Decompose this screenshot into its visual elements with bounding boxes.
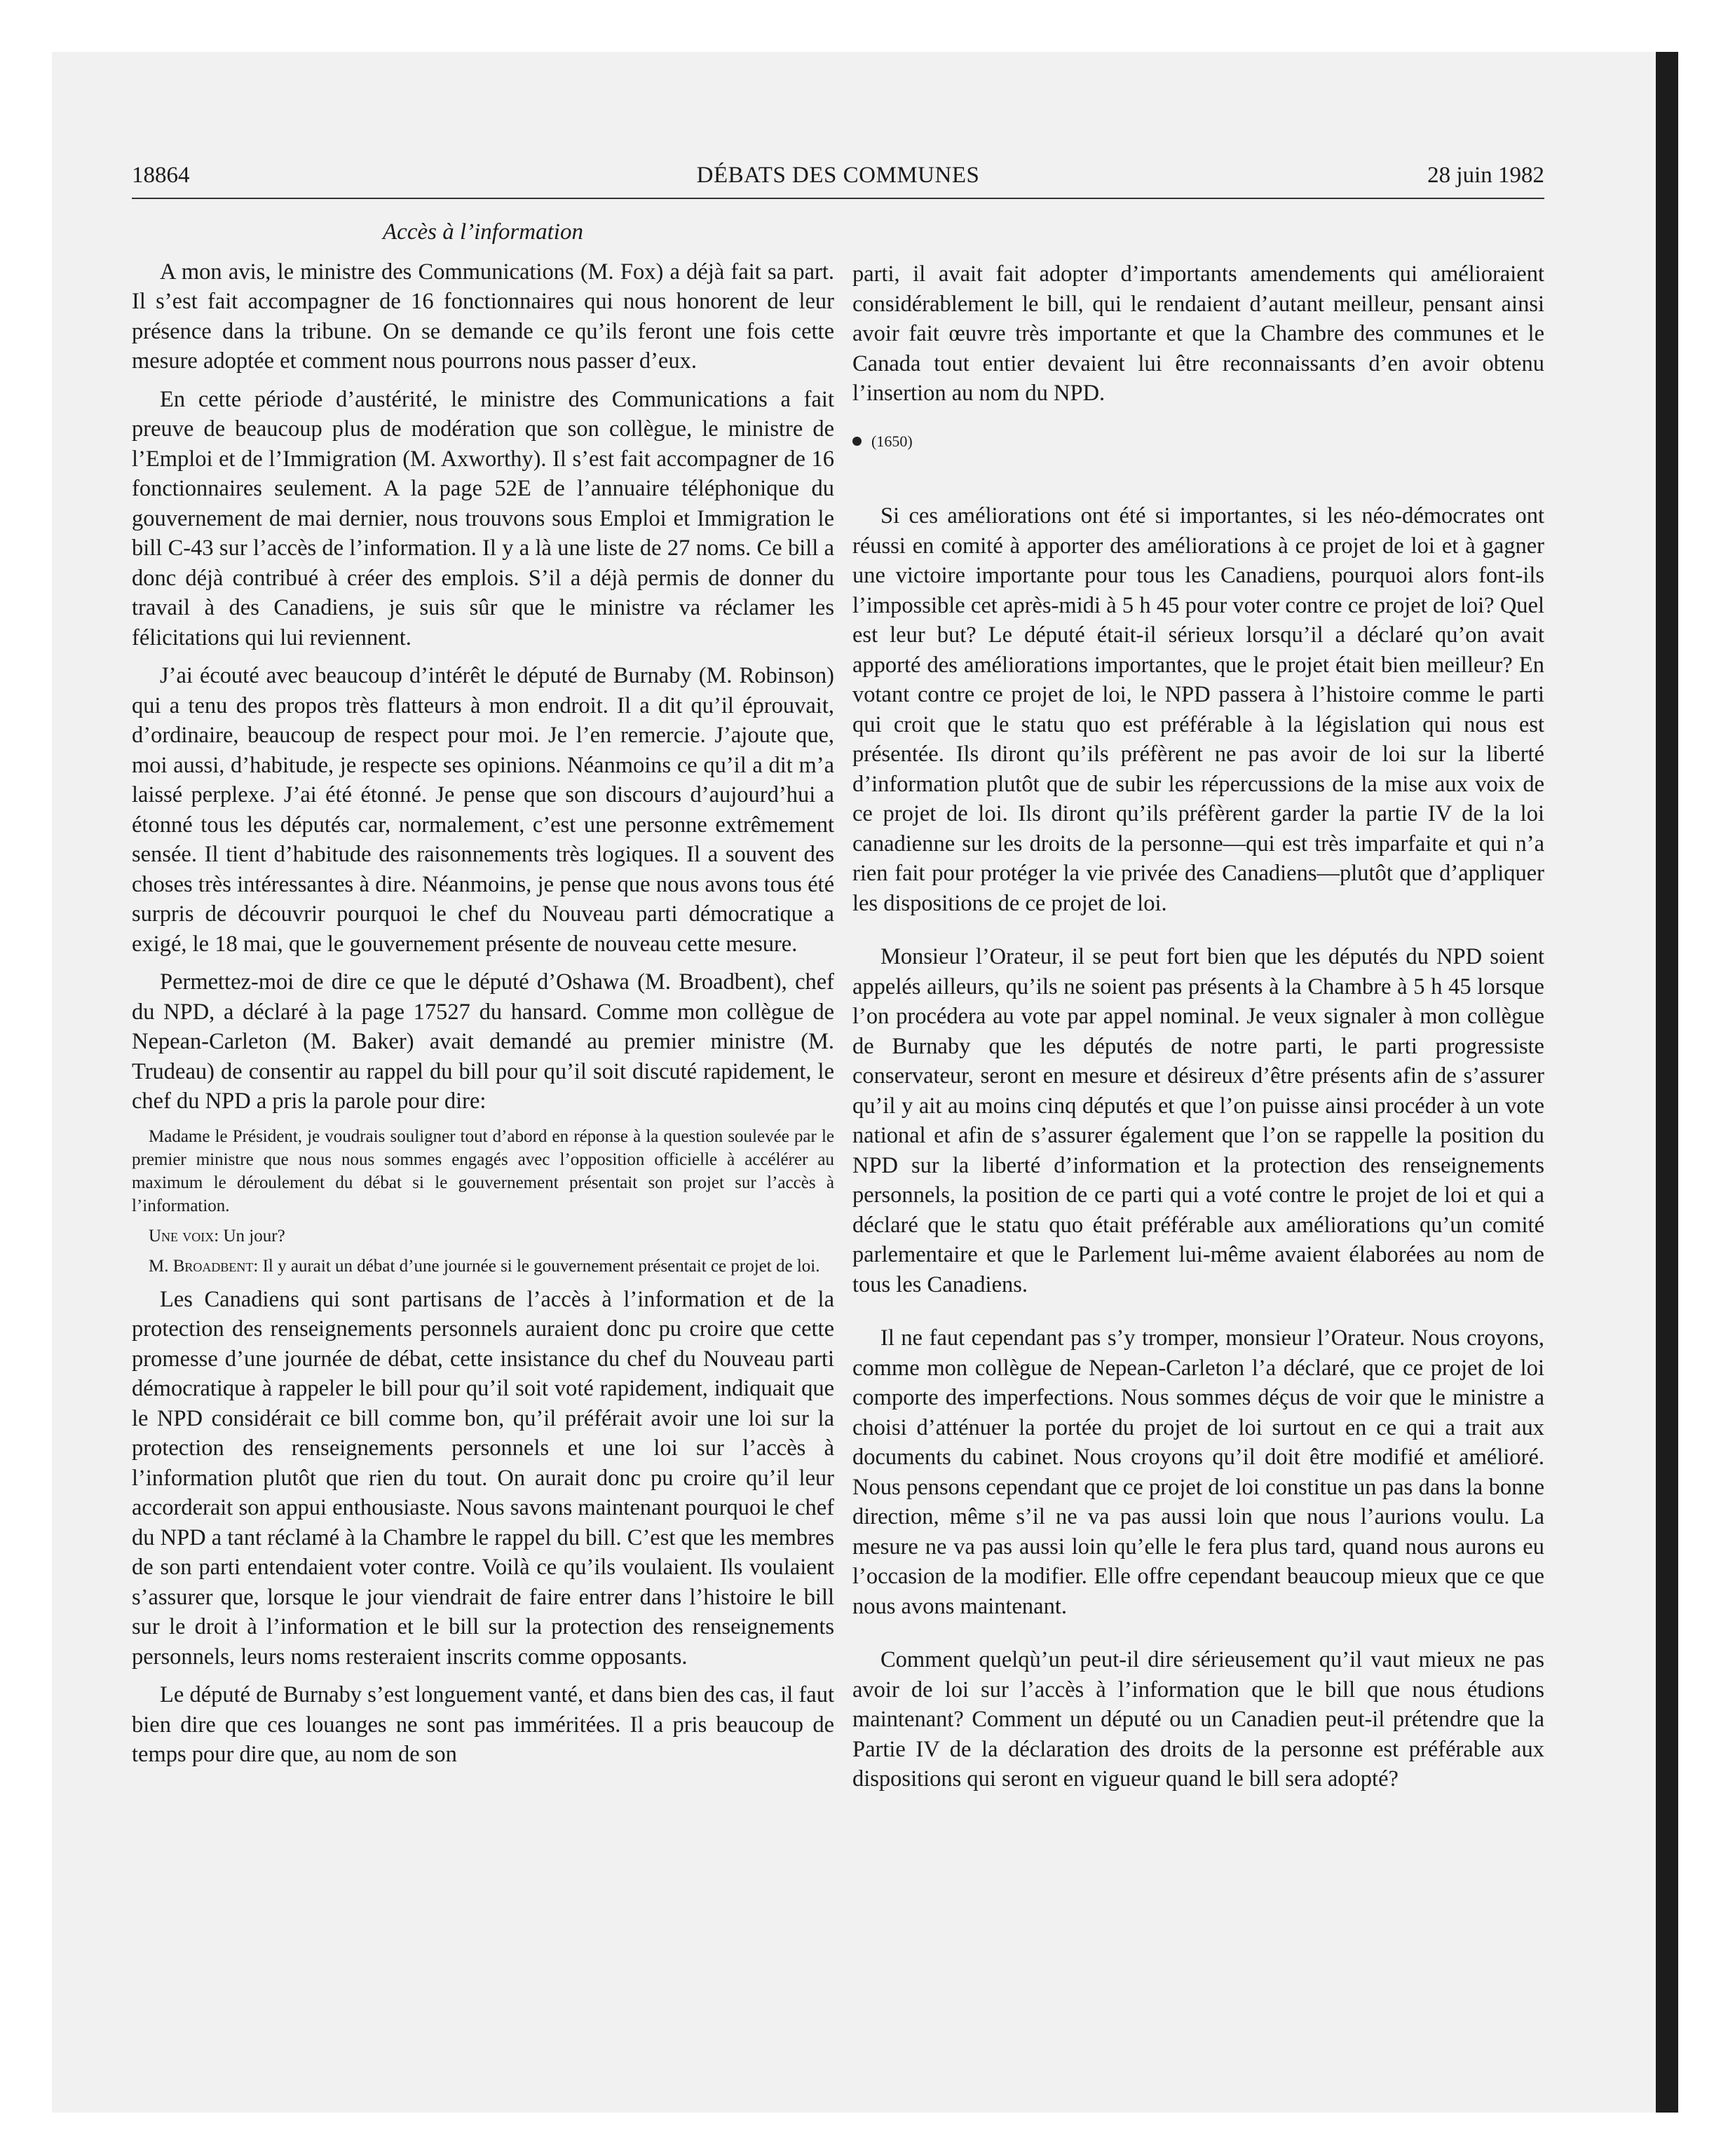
left-column: [132, 217, 834, 1778]
time-marker-text: (1650): [871, 432, 913, 450]
speaker-label: Une voix:: [149, 1226, 219, 1246]
paragraph: Si ces améliorations ont été si importantes, si les néo-démocrates ont réussi en comité à apporter des améliorations à ce projet de loi et à gagner une victoire importante pour tous les Canadiens, pourquoi alors font-ils l’impossible cet après-midi à 5 h 45 pour voter contre ce projet de loi? Quel est leur but? Le député était-il sérieux lorsqu’il a déclaré qu’on avait apporté des améliorations importantes, que le projet était bien meilleur? En votant contre ce projet de loi, le NPD passera à l’histoire comme le parti qui croit que le statu quo est préférable à la législation qui nous est présentée. Ils diront qu’ils préfèrent ne pas avoir de loi sur la liberté d’information plutôt que de subir les répercussions de la mise aux voix de ce projet de loi. Ils diront qu’ils préfèrent garder la partie IV de la loi canadienne sur les droits de la personne—qui est très imparfaite et qui n’a rien fait pour protéger la vie privée des Canadiens—plutôt que d’appliquer les dispositions de ce projet de loi.: [852, 503, 1544, 916]
quoted-passage: Madame le Président, je voudrais souligner tout d’abord en réponse à la question soulevée par le premier ministre que nous nous sommes engagés avec l’opposition officielle à accélérer au maximum le déroulement du débat si le gouvernement présentait son projet sur l’accès à l’information.: [132, 1126, 834, 1215]
paragraph: J’ai écouté avec beaucoup d’intérêt le député de Burnaby (M. Robinson) qui a tenu des propos très flatteurs à mon endroit. Il a dit qu’il éprouvait, d’ordinaire, beaucoup de respect pour moi. Je l’en remercie. J’ajoute que, moi aussi, d’habitude, je respecte ses opinions. Néanmoins ce qu’il a dit m’a laissé perplexe. J’ai été étonné. Je pense que son discours d’aujourd’hui a étonné tous les députés car, normalement, c’est une personne extrêmement sensée. Il tient d’habitude des raisonnements très logiques. Il a souvent des choses très intéressantes à dire. Néanmoins, je pense que nous avons tous été surpris de découvrir pourquoi le chef du Nouveau parti démocratique a exigé, le 18 mai, que le gouvernement présente de nouveau cette mesure.: [132, 663, 834, 957]
paragraph: Monsieur l’Orateur, il se peut fort bien que les députés du NPD soient appelés ailleurs, qu’ils ne soient pas présents à la Chambre à 5 h 45 lorsque l’on procédera au vote par appel nominal. Je veux signaler à mon collègue de Burnaby que les députés de notre parti, le parti progressiste conservateur, seront en mesure et désireux d’être présents afin de s’assurer qu’il y ait au moins cinq députés et que l’on puisse ainsi procéder à un vote national et afin de s’assurer également que l’on se rappelle la position du NPD sur la liberté d’information et la protection des renseignements personnels, la position de ce parti qui a voté contre le projet de loi et qui a déclaré que le statu quo était préférable aux améliorations qu’un comité parlementaire et que le Parlement lui-même avaient élaborées au nom de tous les Canadiens.: [852, 944, 1544, 1297]
section-subhead: Accès à l’information: [383, 219, 583, 245]
running-header: [132, 163, 1544, 198]
paragraph: Comment quelqù’un peut-il dire sérieusement qu’il vaut mieux ne pas avoir de loi sur l’accès à l’information que le bill que nous étudions maintenant? Comment un député ou un Canadien peut-il prétendre que la Partie IV de la déclaration des droits de la personne est préférable aux dispositions qui seront en vigueur quand le bill sera adopté?: [852, 1647, 1544, 1792]
time-marker: [852, 427, 1544, 457]
paragraph: A mon avis, le ministre des Communications (M. Fox) a déjà fait sa part. Il s’est fait accompagner de 16 fonctionnaires qui nous honorent de leur présence dans la tribune. On se demande ce qu’ils feront une fois cette mesure adoptée et comment nous pourrons nous passer d’eux.: [132, 259, 834, 374]
page-number: 18864: [132, 163, 190, 188]
scan-edge-bar: [1656, 52, 1678, 2113]
paragraph: Permettez-moi de dire ce que le député d’Oshawa (M. Broadbent), chef du NPD, a déclaré à la page 17527 du hansard. Comme mon collègue de Nepean-Carleton (M. Baker) avait demandé au premier ministre (M. Trudeau) de consentir au rappel du bill pour qu’il soit discuté rapidement, le chef du NPD a pris la parole pour dire:: [132, 969, 834, 1114]
quote-text: Il y aurait un débat d’une journée si le gouvernement présentait ce projet de loi.: [258, 1256, 820, 1276]
quoted-reply: [132, 1255, 834, 1278]
bullet-icon: [852, 437, 862, 446]
page-date: 28 juin 1982: [1427, 163, 1544, 188]
paragraph: En cette période d’austérité, le ministre des Communications a fait preuve de beaucoup plus de modération que son collègue, le ministre de l’Emploi et de l’Immigration (M. Axworthy). Il s’est fait accompagner de 16 fonctionnaires seulement. A la page 52E de l’annuaire téléphonique du gouvernement de mai dernier, nous trouvons sous Emploi et Immigration le bill C-43 sur l’accès de l’information. Il y a là une liste de 27 noms. Ce bill a donc déjà contribué à créer des emplois. S’il a déjà permis de donner du travail à des Canadiens, je suis sûr que le ministre va réclamer les félicitations qui lui reviennent.: [132, 386, 834, 650]
header-rule: [132, 198, 1544, 199]
paragraph: parti, il avait fait adopter d’importants amendements qui amélioraient considérablement le bill, qui le rendaient d’autant meilleur, pensant ainsi avoir fait œuvre très importante et que la Chambre des communes et le Canada tout entier devaient lui être reconnaissants d’en avoir obtenu l’insertion au nom du NPD.: [852, 261, 1544, 406]
quoted-interjection: [132, 1224, 834, 1248]
paragraph: Les Canadiens qui sont partisans de l’accès à l’information et de la protection des renseignements personnels auraient donc pu croire que cette promesse d’une journée de débat, cette insistance du chef du Nouveau parti démocratique à rappeler le bill pour qu’il soit voté rapidement, indiquait que le NPD considérait ce bill comme bon, qu’il préférait avoir une loi sur la protection des renseignements personnels et une loi sur l’accès à l’information plutôt que rien du tout. On aurait donc pu croire qu’il leur accorderait son appui enthousiaste. Nous savons maintenant pourquoi le chef du NPD a tant réclamé à la Chambre le rappel du bill. C’est que les membres de son parti entendaient voter contre. Voilà ce qu’ils voulaient. Ils voulaient s’assurer que, lorsque le jour viendrait de faire entrer dans l’histoire le bill sur le droit à l’information et le bill sur la protection des renseignements personnels, leurs noms resteraient inscrits comme opposants.: [132, 1286, 834, 1670]
speaker-label: Broadbent:: [172, 1256, 259, 1276]
speaker-prefix: M.: [149, 1256, 173, 1276]
publication-title: DÉBATS DES COMMUNES: [696, 163, 980, 188]
paragraph: Le député de Burnaby s’est longuement vanté, et dans bien des cas, il faut bien dire que ces louanges ne sont pas imméritées. Il a pris beaucoup de temps pour dire que, au nom de son: [132, 1682, 834, 1767]
right-column: [852, 259, 1544, 1803]
quote-text: Un jour?: [219, 1226, 285, 1246]
paragraph: Il ne faut cependant pas s’y tromper, monsieur l’Orateur. Nous croyons, comme mon collègue de Nepean-Carleton l’a déclaré, que ce projet de loi comporte des imperfections. Nous sommes déçus de voir que le ministre a choisi d’atténuer la portée du projet de loi surtout en ce qui a trait aux documents du cabinet. Nous croyons qu’il doit être modifié et amélioré. Nous pensons cependant que ce projet de loi constitue un pas dans la bonne direction, même s’il ne va pas aussi loin que nous l’aurions voulu. La mesure ne va pas aussi loin qu’elle le fera plus tard, quand nous aurons eu l’occasion de la modifier. Elle offre cependant beaucoup mieux que ce que nous avons maintenant.: [852, 1325, 1544, 1619]
